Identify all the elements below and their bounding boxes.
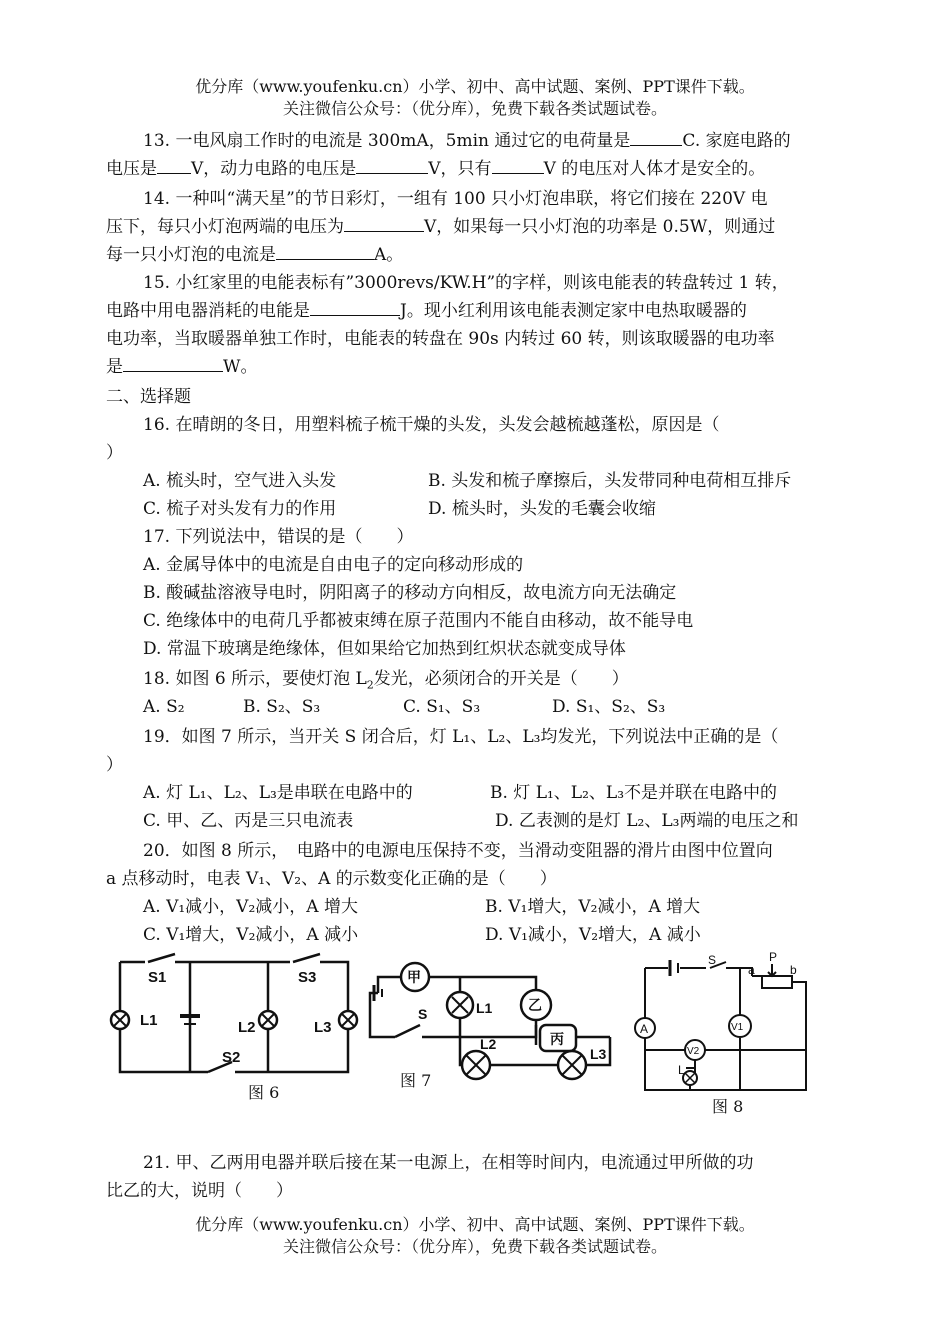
q14-line-1: 14. 一种叫“满天星”的节日彩灯，一组有 100 只小灯泡串联，将它们接在 220V 电 bbox=[143, 189, 768, 209]
blank bbox=[492, 157, 544, 174]
fig6-label-l1: L1 bbox=[140, 1012, 158, 1029]
fig7-label-l2: L2 bbox=[480, 1036, 497, 1052]
q17-stem: 17. 下列说法中，错误的是（ ） bbox=[143, 527, 414, 547]
fig7-label-l1: L1 bbox=[476, 1000, 493, 1016]
fig8-label-a: a bbox=[748, 963, 755, 977]
q18-option-d: D. S₁、S₂、S₃ bbox=[552, 697, 666, 717]
q16-option-b: B. 头发和梳子摩擦后，头发带同种电荷相互排斥 bbox=[428, 471, 792, 491]
q20-option-a: A. V₁减小，V₂减小，A 增大 bbox=[143, 897, 358, 917]
figure-7-caption: 图 7 bbox=[400, 1071, 432, 1090]
q16-option-d: D. 梳头时，头发的毛囊会收缩 bbox=[428, 499, 656, 519]
q20-option-d: D. V₁减小，V₂增大，A 减小 bbox=[485, 925, 701, 945]
q17-option-b: B. 酸碱盐溶液导电时，阴阳离子的移动方向相反，故电流方向无法确定 bbox=[143, 583, 677, 603]
q16-option-a: A. 梳头时，空气进入头发 bbox=[143, 471, 337, 491]
q18-stem: 18. 如图 6 所示，要使灯泡 $L_2$发光，必须闭合的开关是（ ） bbox=[143, 669, 629, 692]
blank bbox=[344, 215, 424, 232]
fig8-label-p: P bbox=[769, 950, 778, 964]
q19-option-d: D. 乙表测的是灯 L₂、L₃两端的电压之和 bbox=[495, 811, 799, 831]
fig7-label-jia: 甲 bbox=[407, 969, 421, 985]
figure-8-circuit bbox=[630, 950, 815, 1100]
blank bbox=[630, 129, 682, 146]
q21-line-2: 比乙的大，说明（ ） bbox=[106, 1181, 293, 1201]
q14-line-2: 压下，每只小灯泡两端的电压为 V，如果每一只小灯泡的功率是 0.5W，则通过 bbox=[106, 217, 776, 237]
fig6-label-l3: L3 bbox=[314, 1019, 332, 1036]
section-title: 二、选择题 bbox=[106, 387, 191, 407]
q17-option-c: C. 绝缘体中的电荷几乎都被束缚在原子范围内不能自由移动，故不能导电 bbox=[143, 611, 694, 631]
q17-option-a: A. 金属导体中的电流是自由电子的定向移动形成的 bbox=[143, 555, 524, 575]
q15-line-4: 是 W。 bbox=[106, 357, 258, 377]
q20-option-c: C. V₁增大，V₂减小，A 减小 bbox=[143, 925, 359, 945]
fig8-label-b: b bbox=[790, 963, 797, 977]
q18-option-a: A. S₂ bbox=[143, 697, 185, 717]
q19-option-c: C. 甲、乙、丙是三只电流表 bbox=[143, 811, 354, 831]
q15-line-3: 电功率，当取暖器单独工作时，电能表的转盘在 90s 内转过 60 转，则该取暖器的电功率 bbox=[106, 329, 775, 349]
blank bbox=[276, 243, 374, 260]
figure-8-caption: 图 8 bbox=[712, 1097, 744, 1116]
fig8-label-ammeter: A bbox=[640, 1022, 649, 1036]
fig8-label-v1: V1 bbox=[731, 1022, 744, 1033]
q19-option-a: A. 灯 L₁、L₂、L₃是串联在电路中的 bbox=[143, 783, 413, 803]
q16-line-2: ） bbox=[106, 443, 123, 463]
footer-line-1: 优分库（www.youfenku.cn）小学、初中、高中试题、案例、PPT课件下载。 bbox=[195, 1215, 755, 1234]
q19-line-2: ） bbox=[106, 755, 123, 775]
fig6-label-s2: S2 bbox=[222, 1049, 241, 1066]
fig7-label-l3: L3 bbox=[590, 1046, 607, 1062]
fig6-label-l2: L2 bbox=[238, 1019, 256, 1036]
blank bbox=[356, 157, 428, 174]
q21-line-1: 21. 甲、乙两用电器并联后接在某一电源上，在相等时间内，电流通过甲所做的功 bbox=[143, 1153, 754, 1173]
header-line-1: 优分库（www.youfenku.cn）小学、初中、高中试题、案例、PPT课件下载。 bbox=[195, 77, 755, 96]
fig8-label-v2: V2 bbox=[687, 1046, 700, 1057]
footer-line-2: 关注微信公众号：（优分库），免费下载各类试题试卷。 bbox=[282, 1237, 667, 1256]
q19-option-b: B. 灯 L₁、L₂、L₃不是并联在电路中的 bbox=[490, 783, 778, 803]
fig7-label-s: S bbox=[418, 1006, 428, 1022]
q18-option-c: C. S₁、S₃ bbox=[403, 697, 481, 717]
q19-line-1: 19．如图 7 所示，当开关 S 闭合后，灯 L₁、L₂、L₃均发光，下列说法中正确的是（ bbox=[143, 727, 779, 747]
fig8-label-l: L bbox=[678, 1063, 685, 1077]
q13-line-1: 13. 一电风扇工作时的电流是 300mA，5min 通过它的电荷量是 C. 家庭电路的 bbox=[143, 131, 791, 151]
fig6-label-s3: S3 bbox=[298, 969, 317, 986]
fig7-label-bing: 丙 bbox=[550, 1031, 564, 1047]
fig8-label-s: S bbox=[708, 953, 717, 967]
fig6-label-s1: S1 bbox=[148, 969, 167, 986]
header-line-2: 关注微信公众号：（优分库），免费下载各类试题试卷。 bbox=[282, 99, 667, 118]
q15-line-1: 15. 小红家里的电能表标有”3000revs/KW.H”的字样，则该电能表的转盘转过 1 转， bbox=[143, 273, 789, 293]
q18-option-b: B. S₂、S₃ bbox=[243, 697, 321, 717]
q20-option-b: B. V₁增大，V₂减小，A 增大 bbox=[485, 897, 701, 917]
q17-option-d: D. 常温下玻璃是绝缘体，但如果给它加热到红炽状态就变成导体 bbox=[143, 639, 626, 659]
q13-line-2: 电压是 V，动力电路的电压是 V，只有 V 的电压对人体才是安全的。 bbox=[106, 159, 766, 179]
q15-line-2: 电路中用电器消耗的电能是 J。现小红利用该电能表测定家中电热取暖器的 bbox=[106, 301, 747, 321]
q16-option-c: C. 梳子对头发有力的作用 bbox=[143, 499, 337, 519]
fig7-label-yi: 乙 bbox=[528, 997, 542, 1013]
figure-6-circuit bbox=[100, 952, 360, 1082]
blank bbox=[310, 299, 400, 316]
q14-line-3: 每一只小灯泡的电流是 A。 bbox=[106, 245, 404, 265]
figure-6-caption: 图 6 bbox=[248, 1083, 280, 1102]
q20-line-2: a 点移动时，电表 V₁、V₂、A 的示数变化正确的是（ ） bbox=[106, 869, 557, 889]
blank bbox=[157, 157, 191, 174]
blank bbox=[123, 355, 223, 372]
q20-line-1: 20．如图 8 所示， 电路中的电源电压保持不变，当滑动变阻器的滑片由图中位置向 bbox=[143, 841, 773, 861]
q16-line-1: 16. 在晴朗的冬日，用塑料梳子梳干燥的头发，头发会越梳越蓬松，原因是（ bbox=[143, 415, 720, 435]
